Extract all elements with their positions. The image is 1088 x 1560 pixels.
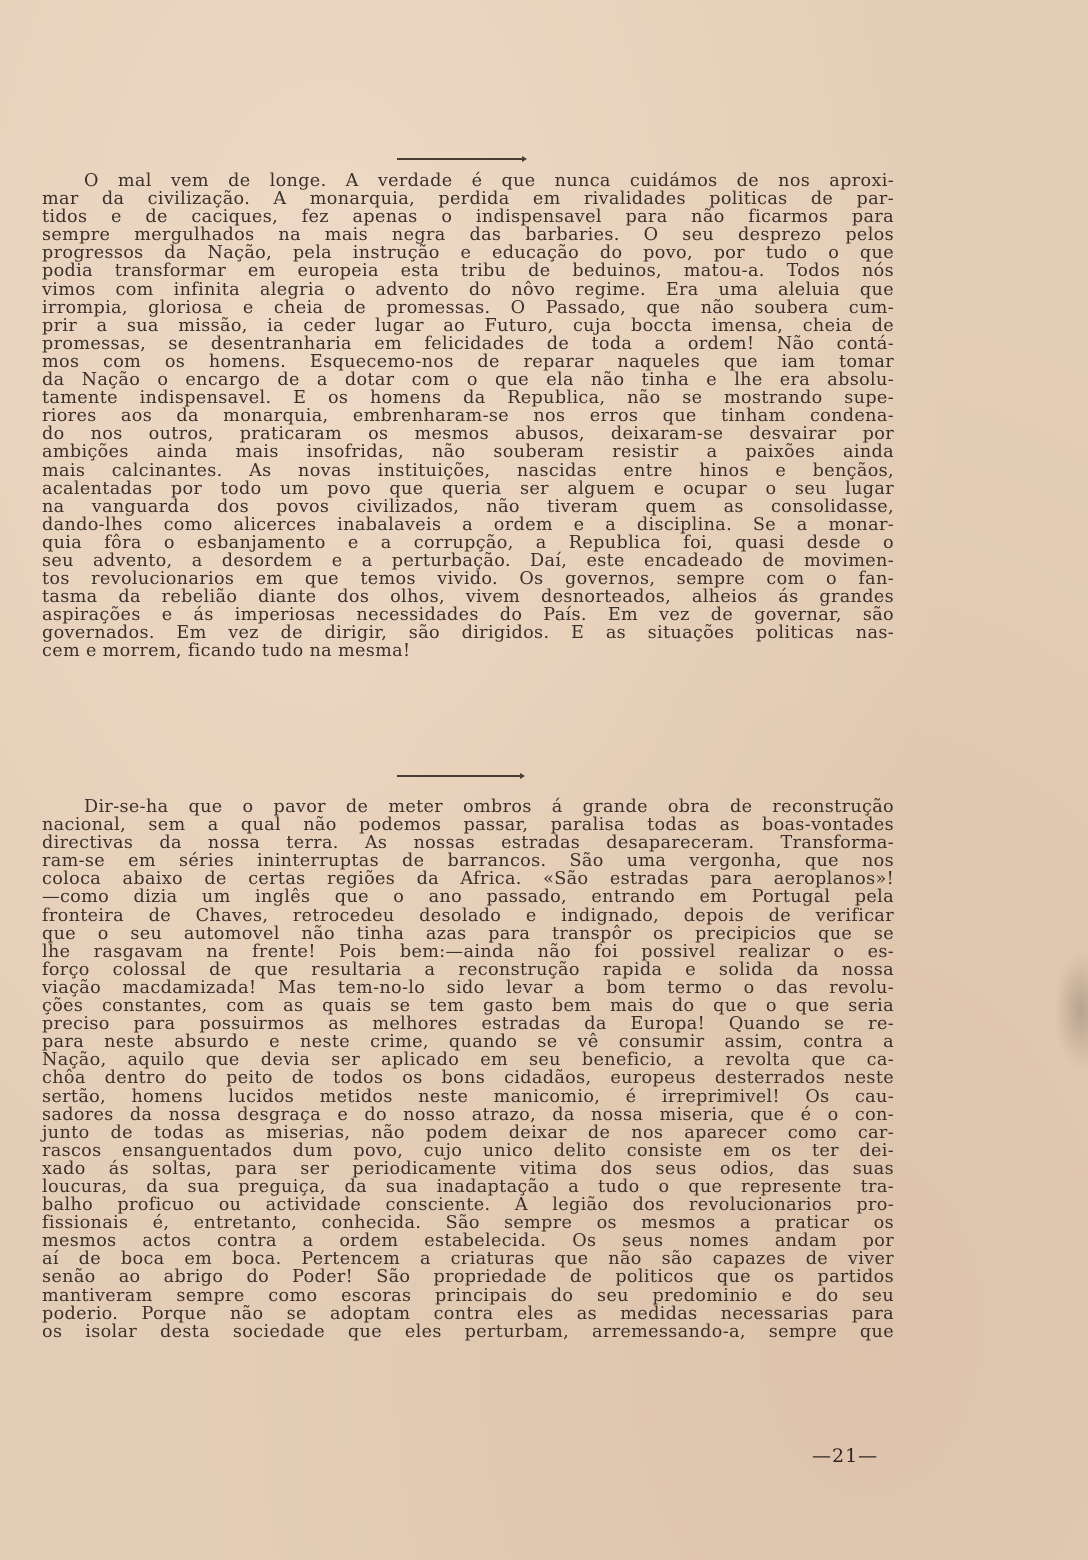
text-line: da Nação o encargo de a dotar com o que ela não tinha e lhe era absolu- [42,370,894,391]
text-line: ram-se em séries ininterruptas de barrancos. São uma vergonha, que nos [42,851,894,872]
text-line: acalentadas por todo um povo que queria ser alguem e ocupar o seu lugar [42,478,894,499]
text-line: Nação, aquilo que devia ser aplicado em seu beneficio, a revolta que ca- [42,1050,894,1071]
text-line: xado ás soltas, para ser periodicamente vitima dos seus odios, das suas [42,1158,894,1179]
page-number: —21— [812,1445,879,1467]
text-line: mantiveram sempre como escoras principais do seu predominio e do seu [42,1285,894,1306]
text-line: O mal vem de longe. A verdade é que nunca cuidámos de nos aproxi- [84,171,894,191]
text-line: —como dizia um inglês que o ano passado, entrando em Portugal pela [42,887,894,908]
text-line: do nos outros, praticaram os mesmos abusos, deixaram-se desvairar por [42,424,894,445]
text-line: cem e morrem, ficando tudo na mesma! [42,641,411,662]
paragraph-roads-revolutions [42,798,894,1341]
text-line: coloca abaixo de certas regiões da Africa. «São estradas para aeroplanos»! [42,869,894,890]
text-line: mesmos actos contra a ordem estabelecida. Os seus nomes andam por [42,1231,894,1252]
text-line: preciso para possuirmos as melhores estradas da Europa! Quando se re- [42,1014,894,1035]
text-line: prir a sua missão, ia ceder lugar ao Futuro, cuja boccta imensa, cheia de [42,315,894,336]
text-line: junto de todas as miserias, não podem deixar de nos aparecer como car- [42,1122,894,1143]
text-line: loucuras, da sua preguiça, da sua inadaptação a tudo o que represente tra- [42,1176,894,1197]
text-line: mos com os homens. Esquecemo-nos de reparar naqueles que iam tomar [42,351,894,372]
text-line: na vanguarda dos povos civilizados, não tiveram quem as consolidasse, [42,496,894,517]
text-line: mar da civilização. A monarquia, perdida em rivalidades politicas de par- [42,189,894,210]
text-line: tasma da rebelião diante dos olhos, vivem desnorteados, alheios ás grandes [42,587,894,608]
text-line: seu advento, a desordem e a perturbação. Daí, este encadeado de movimen- [42,550,894,571]
text-line: tos revolucionarios em que temos vivido. Os governos, sempre com o fan- [42,569,894,590]
paper-stain [1054,950,1088,1070]
text-line: nacional, sem a qual não podemos passar, paralisa todas as boas-vontades [42,815,894,836]
text-line: quia fôra o esbanjamento e a corrupção, a Republica foi, quasi desde o [42,532,894,553]
text-line: mais calcinantes. As novas instituições, nascidas entre hinos e bençãos, [42,460,894,481]
text-line: podia transformar em europeia esta tribu de beduinos, matou-a. Todos nós [42,261,894,282]
text-line: tidos e de caciques, fez apenas o indispensavel para não ficarmos para [42,207,894,228]
text-line: poderio. Porque não se adoptam contra eles as medidas necessarias para [42,1303,894,1324]
text-line: irrompia, gloriosa e cheia de promessas. O Passado, que não soubera cum- [42,297,894,318]
text-line: os isolar desta sociedade que eles perturbam, arremessando-a, sempre que [42,1321,894,1342]
text-line: Dir-se-ha que o pavor de meter ombros á grande obra de reconstrução [84,797,894,817]
text-line: governados. Em vez de dirigir, são dirigidos. E as situações politicas nas- [42,623,894,644]
text-line: ambições ainda mais insofridas, não souberam resistir a paixões ainda [42,442,894,463]
text-line: viação macdamizada! Mas tem-no-lo sido levar a bom termo o das revolu- [42,977,894,998]
text-line: dando-lhes como alicerces inabalaveis a ordem e a disciplina. Se a monar- [42,514,894,535]
text-line: forço colossal de que resultaria a reconstrução rapida e solida da nossa [42,959,894,980]
text-line: senão ao abrigo do Poder! São propriedade de politicos que os partidos [42,1267,894,1288]
text-line: rascos ensanguentados dum povo, cujo unico delito consiste em os ter dei- [42,1140,894,1161]
section-divider-top [397,158,523,160]
text-line: progressos da Nação, pela instrução e educação do povo, por tudo o que [42,243,894,264]
text-line: sempre mergulhados na mais negra das barbaries. O seu desprezo pelos [42,225,894,246]
text-line: promessas, se desentranharia em felicidades de toda a ordem! Não contá- [42,333,894,354]
text-line: riores aos da monarquia, embrenharam-se nos erros que tinham condena- [42,406,894,427]
text-line: que o seu automovel não tinha azas para transpôr os precipicios que se [42,923,894,944]
text-line: tamente indispensavel. E os homens da Republica, não se mostrando supe- [42,388,894,409]
text-line: chôa dentro do peito de todos os bons cidadãos, europeus desterrados neste [42,1068,894,1089]
text-line: fronteira de Chaves, retrocedeu desolado e indignado, depois de verificar [42,905,894,926]
text-line: directivas da nossa terra. As nossas estradas desapareceram. Transforma- [42,833,894,854]
text-line: aspirações e ás imperiosas necessidades do País. Em vez de governar, são [42,605,894,626]
text-line: sadores da nossa desgraça e do nosso atrazo, da nossa miseria, que é o con- [42,1104,894,1125]
text-line: para neste absurdo e neste crime, quando se vê consumir assim, contra a [42,1032,894,1053]
text-line: ções constantes, com as quais se tem gasto bem mais do que o que seria [42,996,894,1017]
text-line: fissionais é, entretanto, conhecida. São sempre os mesmos a praticar os [42,1213,894,1234]
text-line: aí de boca em boca. Pertencem a criaturas que não são capazes de viver [42,1249,894,1270]
text-line: sertão, homens lucidos metidos neste manicomio, é irreprimivel! Os cau- [42,1086,894,1107]
text-line: vimos com infinita alegria o advento do nôvo regime. Era uma aleluia que [42,279,894,300]
section-divider-middle [397,775,521,777]
paragraph-monarchy-republic [42,172,894,661]
text-line: lhe rasgavam na frente! Pois bem:—ainda não foi possivel realizar o es- [42,941,894,962]
text-line: balho proficuo ou actividade consciente. A legião dos revolucionarios pro- [42,1195,894,1216]
